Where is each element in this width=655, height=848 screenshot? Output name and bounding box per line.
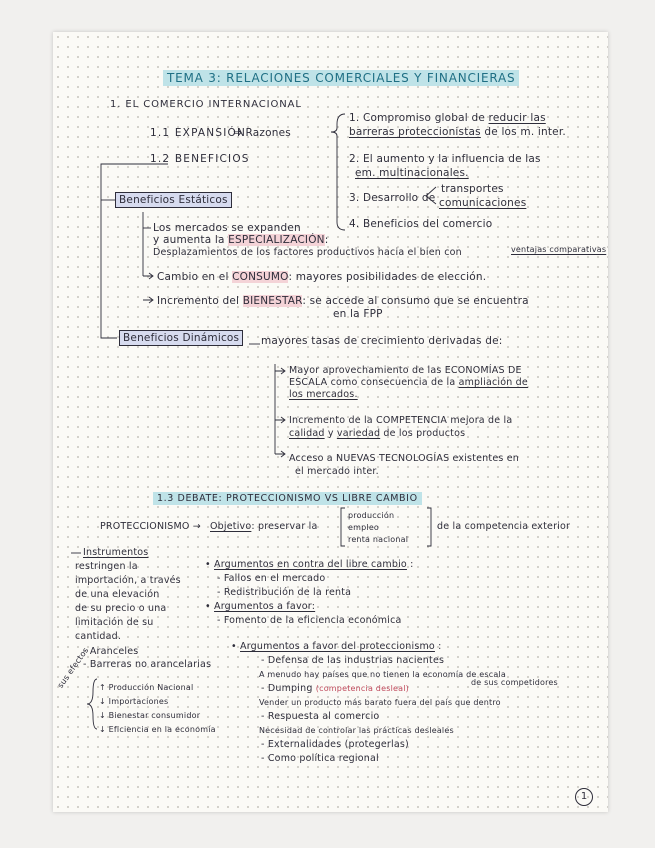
instrumento-barreras: - Barreras no arancelarias: [83, 659, 212, 670]
estatico-2: Cambio en el CONSUMO: mayores posibilidades de elección.: [157, 271, 487, 283]
objetivo-item-produccion: producción: [348, 511, 395, 520]
razon-1-line-2: barreras proteccionistas de los m. inter.: [349, 126, 566, 138]
ventajas-comparativas: ventajas comparativas: [511, 245, 607, 254]
efecto-importaciones: ↓ Importaciones: [99, 697, 169, 706]
arg-prot-1: - Defensa de las industrias nacientes: [261, 655, 445, 666]
instrumento-aranceles: - Aranceles: [83, 646, 139, 657]
razon-2-line-2: em. multinacionales.: [355, 167, 469, 179]
efecto-produccion: ↑ Producción Nacional: [99, 683, 194, 692]
dinamico-3-line-2: el mercado inter.: [295, 466, 379, 477]
razon-3-transportes: transportes: [441, 183, 504, 195]
dinamico-1-line-3: los mercados.: [289, 389, 358, 400]
objetivo-line: Objetivo: preservar la: [210, 521, 318, 532]
dinamico-3-line-1: Acceso a NUEVAS TECNOLOGÍAS existentes en: [289, 453, 519, 464]
beneficios-dinamicos-box: Beneficios Dinámicos: [119, 332, 243, 344]
dinamico-1-line-2: ESCALA como consecuencia de la ampliación de: [289, 377, 528, 388]
arg-contra-2: - Redistribución de la renta: [217, 587, 352, 598]
objetivo-item-renta: renta nacional: [348, 535, 409, 544]
estatico-3-line-1: Incremento del BIENESTAR: se accede al consumo que se encuentra: [157, 295, 529, 307]
arg-prot-7: - Externalidades (protegerlas): [261, 739, 409, 750]
dinamico-1-line-1: Mayor aprovechamiento de las ECONOMÍAS DE: [289, 365, 522, 376]
arg-contra-title: • Argumentos en contra del libre cambio :: [205, 559, 414, 570]
razon-1-line-1: 1. Compromiso global de reducir las: [349, 112, 546, 124]
arg-prot-4: Vender un producto más barato fuera del país que dentro: [259, 698, 501, 707]
dinamicos-intro: mayores tasas de crecimiento derivadas de:: [261, 335, 503, 347]
estatico-1-line-1: Los mercados se expanden: [153, 222, 301, 234]
estatico-1-line-3: Desplazamientos de los factores productivos hacia el bien con: [153, 247, 462, 258]
page-title: TEMA 3: RELACIONES COMERCIALES Y FINANCIERAS: [163, 70, 519, 86]
page-number: 1: [575, 788, 593, 806]
arg-prot-8: - Como política regional: [261, 753, 379, 764]
efectos-label: sus efectos: [55, 645, 91, 690]
objetivo-item-empleo: empleo: [348, 523, 380, 532]
section-1-2-heading: 1.2 BENEFICIOS: [150, 153, 250, 165]
efecto-eficiencia: ↓ Eficiencia en la economía: [99, 725, 216, 734]
instrumentos-desc-1: restringen la: [75, 561, 138, 572]
razon-2-line-1: 2. El aumento y la influencia de las: [349, 153, 541, 165]
instrumentos-title: Instrumentos: [83, 547, 149, 558]
estatico-3-line-2: en la FPP: [333, 308, 383, 320]
arg-prot-title: • Argumentos a favor del proteccionismo :: [231, 641, 442, 652]
proteccionismo-label: PROTECCIONISMO →: [100, 521, 201, 532]
objetivo-post: de la competencia exterior: [437, 521, 571, 532]
instrumentos-desc-3: de una elevación: [75, 589, 160, 600]
section-1-3-heading: 1.3 DEBATE: PROTECCIONISMO VS LIBRE CAMBIO: [153, 493, 422, 505]
instrumentos-desc-2: importación, a través: [75, 575, 181, 586]
razon-4: 4. Beneficios del comercio: [349, 218, 493, 230]
dinamico-2-line-1: Incremento de la COMPETENCIA mejora de la: [289, 415, 513, 426]
razon-3-comunicaciones: comunicaciones: [439, 197, 527, 209]
notebook-page: [53, 32, 608, 812]
arg-favor-1: - Fomento de la eficiencia económica: [217, 615, 402, 626]
instrumentos-desc-4: de su precio o una: [75, 603, 167, 614]
razon-3-label: 3. Desarrollo de: [349, 192, 436, 204]
arg-prot-2: A menudo hay países que no tienen la economía de escala: [259, 670, 507, 679]
arg-prot-3: - Dumping (competencia desleal): [261, 683, 409, 694]
arg-prot-5: - Respuesta al comercio: [261, 711, 380, 722]
arg-favor-title: • Argumentos a favor:: [205, 601, 316, 612]
arg-prot-2b: de sus competidores: [471, 678, 558, 687]
section-1-heading: 1. EL COMERCIO INTERNACIONAL: [110, 99, 302, 110]
estatico-1-line-2: y aumenta la ESPECIALIZACIÓN:: [153, 234, 329, 246]
instrumentos-desc-6: cantidad.: [75, 631, 122, 642]
instrumentos-desc-5: limitación de su: [75, 617, 154, 628]
section-1-1-heading: 1.1 EXPANSIÓN: [150, 127, 247, 139]
efecto-bienestar: ↓ Bienestar consumidor: [99, 711, 201, 720]
dinamico-2-line-2: calidad y variedad de los productos: [289, 428, 466, 439]
beneficios-estaticos-box: Beneficios Estáticos: [115, 194, 232, 206]
razones-arrow-label: ⇒ Razones: [233, 127, 291, 139]
arg-prot-6: Necesidad de controlar las prácticas desleales: [259, 726, 454, 735]
arg-contra-1: - Fallos en el mercado: [217, 573, 326, 584]
